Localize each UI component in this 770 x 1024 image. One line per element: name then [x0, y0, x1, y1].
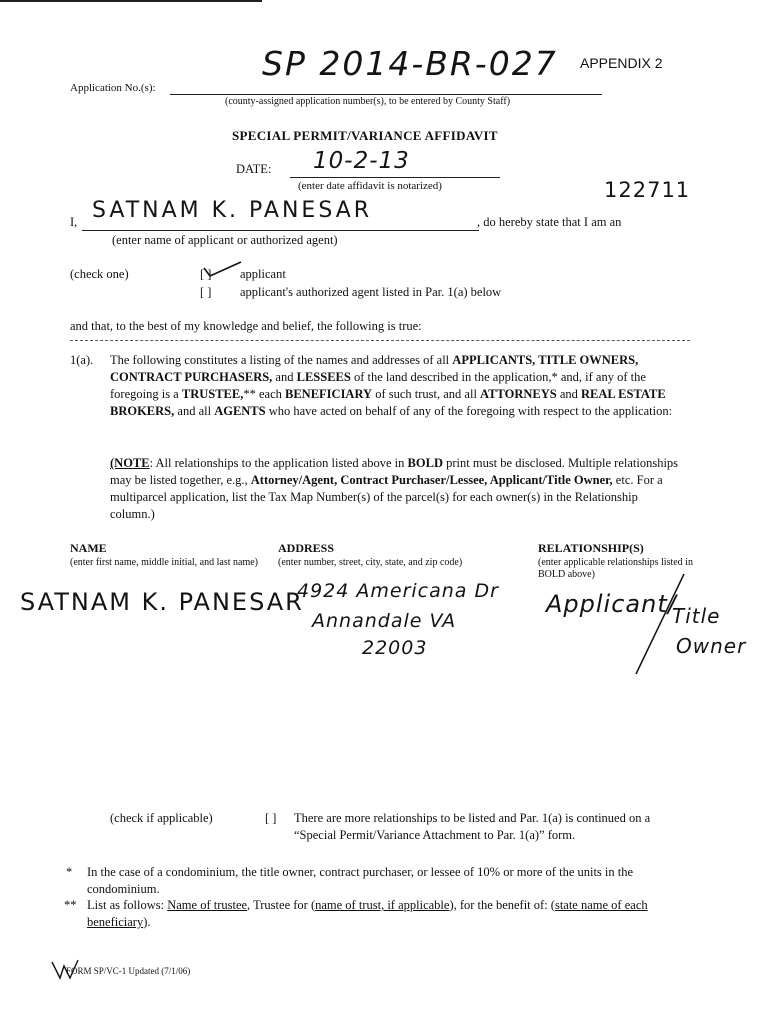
- checkmark-icon: [201, 258, 243, 280]
- section-1a-b5: ATTORNEYS: [480, 387, 557, 401]
- section-1a-note: [110, 455, 682, 523]
- note-p3: etc. For a multiparcel application, list the Tax Map Number(s) of the parcel(s) for each owner(s) in the Relationship column.): [110, 473, 663, 521]
- section-1a-b6: REAL ESTATE BROKERS,: [110, 387, 666, 418]
- note-label: (NOTE: [110, 456, 150, 470]
- section-1a-b4: BENEFICIARY: [285, 387, 373, 401]
- section-1a-p6: and: [559, 387, 578, 401]
- applicant-checkbox[interactable]: [ ]: [200, 267, 212, 281]
- option-applicant: applicant: [240, 267, 286, 281]
- footnote-2-e: ), for the benefit of: (: [449, 898, 555, 912]
- stamp-number: 122711: [604, 178, 691, 202]
- col-address-note: (enter number, street, city, state, and zip code): [278, 557, 463, 568]
- row-relationship-line-2: Title: [672, 604, 721, 628]
- col-address-header: ADDRESS: [278, 541, 335, 555]
- section-1a-p7: and all: [177, 404, 212, 418]
- col-relationship-note: (enter applicable relationships listed in BOLD above): [538, 557, 693, 580]
- top-scan-line: [0, 0, 262, 2]
- note-b2: Attorney/Agent, Contract Purchaser/Lessee, Applicant/Title Owner,: [250, 473, 613, 487]
- more-relationships-checkbox[interactable]: [ ]: [265, 811, 277, 825]
- row-address-line-1: 4924 Americana Dr: [297, 580, 499, 602]
- date-label: DATE:: [236, 162, 272, 176]
- row-relationship-line-3: Owner: [676, 634, 747, 658]
- section-1a-p5: of such trust, and all: [375, 387, 477, 401]
- check-if-applicable-label: (check if applicable): [110, 811, 213, 825]
- footnote-star-2: **: [64, 898, 77, 912]
- footnote-star-1: *: [66, 865, 73, 879]
- section-1a-p4: ** each: [243, 387, 282, 401]
- form-id: FORM SP/VC-1 Updated (7/1/06): [66, 966, 191, 976]
- section-1a-p8: who have acted on behalf of any of the foregoing with respect to the application:: [268, 404, 673, 418]
- section-1a-p2: and: [275, 370, 294, 384]
- application-number-line: [170, 94, 602, 95]
- statement-prefix: I,: [70, 215, 78, 229]
- section-1a-text: [110, 352, 682, 420]
- footnote-2-g: ).: [143, 915, 151, 929]
- applicant-name-line: [82, 230, 479, 231]
- application-number-note: (county-assigned application number(s), to be entered by County Staff): [225, 96, 511, 107]
- date-note: (enter date affidavit is notarized): [298, 180, 442, 192]
- section-1a-b2: LESSEES: [296, 370, 351, 384]
- section-1a-p1: The following constitutes a listing of the names and addresses of all: [110, 353, 450, 367]
- more-relationships-text: There are more relationships to be listed and Par. 1(a) is continued on a “Special Permit/Variance Attachment to Par. 1(a)” form.: [294, 811, 651, 842]
- application-number-value: SP 2014-BR-027: [262, 44, 558, 83]
- footnote-2: [87, 897, 677, 931]
- form-title: SPECIAL PERMIT/VARIANCE AFFIDAVIT: [232, 128, 498, 143]
- date-value: 10-2-13: [313, 148, 410, 174]
- row-address-line-3: 22003: [362, 637, 428, 659]
- footnote-2-a: List as follows:: [87, 898, 165, 912]
- footnote-2-b: Name of trustee: [167, 898, 248, 912]
- note-p1: : All relationships to the application listed above in: [149, 456, 405, 470]
- row-relationship-line-1: Applicant/: [546, 590, 677, 618]
- section-1a-p3: of the land described in the application,* and, if any of the foregoing is a: [110, 370, 646, 401]
- footnote-2-c: , Trustee for (: [247, 898, 316, 912]
- section-number: 1(a).: [70, 353, 94, 367]
- section-1a-b1: APPLICANTS, TITLE OWNERS, CONTRACT PURCHASERS,: [110, 353, 639, 384]
- note-p2: print must be disclosed. Multiple relationships may be listed together, e.g.,: [110, 456, 679, 487]
- applicant-name-handwritten: SATNAM K. PANESAR: [92, 198, 373, 223]
- agent-checkbox[interactable]: [ ]: [200, 285, 212, 299]
- col-name-header: NAME: [70, 541, 107, 555]
- note-b1: BOLD: [407, 456, 443, 470]
- col-name-note: (enter first name, middle initial, and last name): [70, 557, 258, 568]
- check-one-label: (check one): [70, 267, 129, 281]
- col-relationship-header: RELATIONSHIP(S): [538, 541, 644, 555]
- footnote-2-f: state name of each beneficiary: [87, 898, 648, 929]
- section-1a-b7: AGENTS: [214, 404, 266, 418]
- row-address-line-2: Annandale VA: [312, 610, 457, 632]
- scan-divider: [70, 340, 690, 341]
- name-note: (enter name of applicant or authorized agent): [112, 233, 338, 247]
- date-line: [290, 177, 500, 178]
- option-agent: applicant's authorized agent listed in Par. 1(a) below: [240, 285, 502, 299]
- footnote-2-d: name of trust, if applicable: [315, 898, 450, 912]
- section-1a-b3: TRUSTEE,: [181, 387, 244, 401]
- row-name: SATNAM K. PANESAR: [20, 588, 304, 616]
- application-number-label: Application No.(s):: [70, 82, 156, 94]
- statement-suffix: , do hereby state that I am an: [477, 215, 622, 229]
- footnote-1: In the case of a condominium, the title owner, contract purchaser, or lessee of 10% or more of the units in the condominium.: [87, 865, 634, 896]
- true-statement: and that, to the best of my knowledge and belief, the following is true:: [70, 319, 422, 333]
- appendix-label: APPENDIX 2: [580, 55, 663, 71]
